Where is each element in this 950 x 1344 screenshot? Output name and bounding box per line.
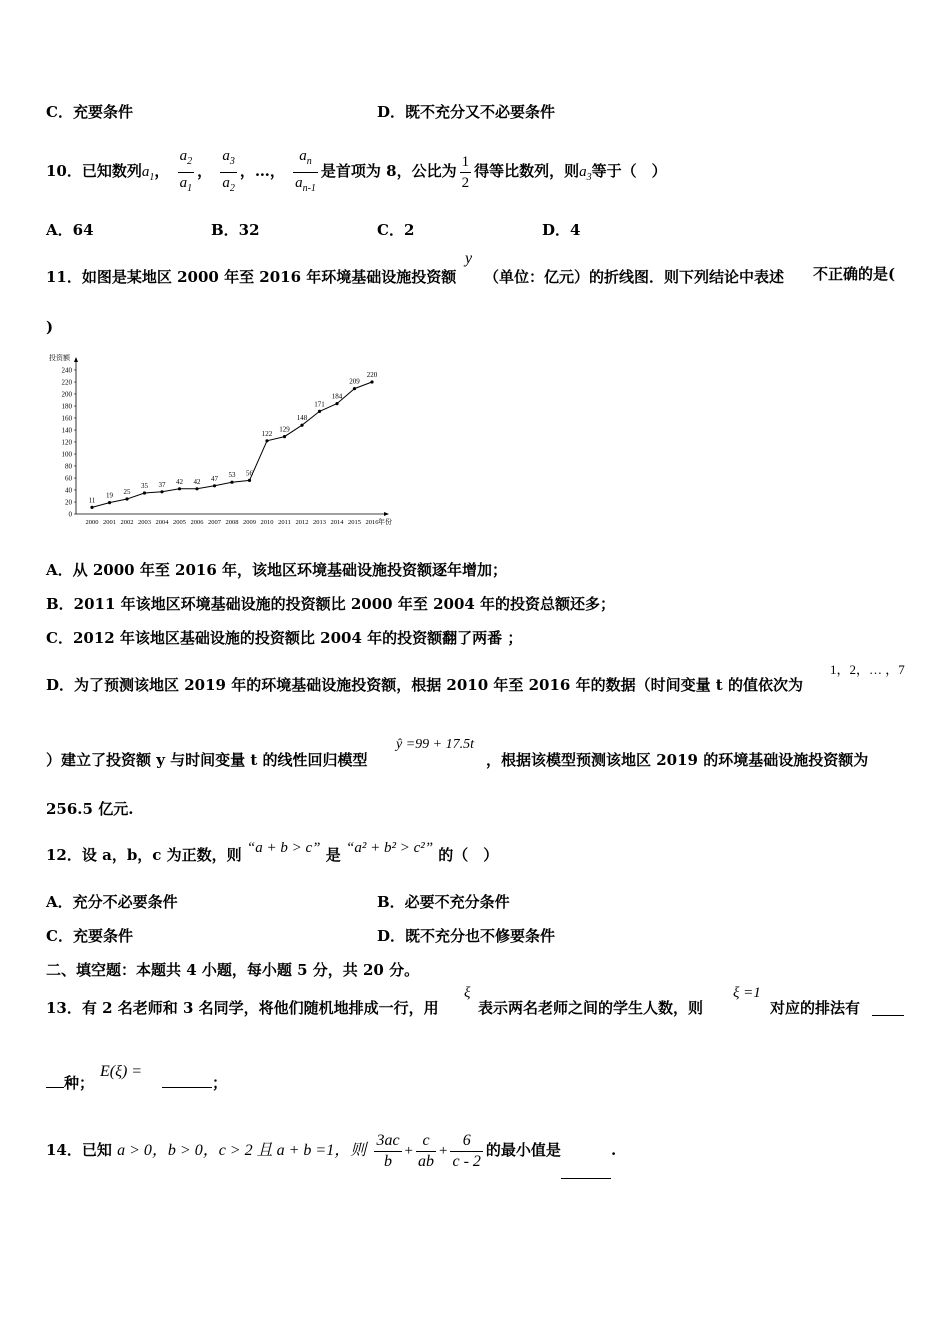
q14-frac1: $\frac{3ac}{b}$ bbox=[376, 1131, 400, 1170]
q12-stem bbox=[46, 840, 499, 865]
chart-x-tick-label: 2001 bbox=[103, 519, 116, 526]
chart-x-tick-label: 2006 bbox=[190, 519, 204, 526]
chart-data-label: 56 bbox=[246, 469, 253, 478]
chart-y-tick-label: 120 bbox=[61, 438, 72, 447]
q13-line2b: ； bbox=[212, 1074, 228, 1092]
q11-option-d-model: ŷ =99 + 17.5t bbox=[396, 737, 474, 752]
chart-x-tick-label: 2007 bbox=[208, 519, 221, 526]
q11-option-a: A．从 2000 年至 2016 年，该地区环境基础设施投资额逐年增加； bbox=[46, 561, 508, 579]
q10-frac-anan1: $\frac{a_n}{a_{n-1}}$ bbox=[295, 147, 316, 194]
chart-point bbox=[143, 491, 146, 494]
q12-is: 是 bbox=[325, 846, 341, 864]
chart-data-label: 47 bbox=[211, 474, 218, 483]
q12-suffix: 的（ ） bbox=[438, 846, 499, 864]
chart-data-label: 25 bbox=[123, 488, 131, 496]
chart-x-tick-label: 2009 bbox=[243, 519, 256, 526]
chart-point bbox=[160, 490, 163, 493]
q12-cond2: “a² + b² > c²” bbox=[345, 840, 434, 856]
chart-data-label: 148 bbox=[296, 414, 308, 423]
q10-a3: $a_3$ bbox=[579, 164, 592, 183]
chart-y-tick-label: 240 bbox=[61, 366, 72, 375]
chart-y-tick-label: 40 bbox=[65, 486, 72, 495]
chart-point bbox=[108, 501, 111, 504]
chart-data-label: 220 bbox=[366, 371, 378, 379]
chart-y-tick-label: 0 bbox=[68, 510, 72, 519]
chart-y-tick-label: 60 bbox=[65, 474, 72, 483]
chart-data-label: 209 bbox=[349, 377, 360, 386]
q11-option-d1: D．为了预测该地区 2019 年的环境基础设施投资额，根据 2010 年至 2016 年的数据（时间变量 t 的值依次为 bbox=[46, 676, 803, 694]
q14-frac3: $\frac{6}{c - 2}$ bbox=[452, 1131, 481, 1170]
chart-point bbox=[318, 410, 321, 413]
q10-suffix: 得等比数列，则 bbox=[474, 162, 580, 180]
q13-blank1-cont[interactable] bbox=[46, 1073, 64, 1088]
q14-frac2: $\frac{c}{ab}$ bbox=[418, 1131, 435, 1170]
chart-data-label: 37 bbox=[158, 480, 166, 489]
q13-middle: 表示两名老师之间的学生人数，则 bbox=[478, 999, 704, 1017]
chart-y-tick-label: 100 bbox=[61, 450, 72, 459]
q11-option-d-seq: 1，2，… ，7 bbox=[830, 662, 905, 677]
q12-option-a: A．充分不必要条件 bbox=[46, 893, 178, 911]
chart-y-tick-label: 20 bbox=[65, 498, 72, 507]
q10-option-c: C．2 bbox=[377, 221, 415, 239]
q10-ratio: $\frac{1}{2}$ bbox=[461, 153, 470, 191]
chart-data-label: 53 bbox=[228, 471, 236, 480]
q11-line2: ) bbox=[46, 318, 54, 336]
q14-end: . bbox=[610, 1141, 617, 1159]
chart-ylabel: 投资额 bbox=[49, 354, 70, 362]
chart-x-tick-label: 2010 bbox=[260, 519, 274, 526]
q11-option-b: B．2011 年该地区环境基础设施的投资额比 2000 年至 2004 年的投资总额还多； bbox=[46, 595, 616, 613]
chart-x-tick-label: 2002 bbox=[120, 519, 134, 526]
q12-prefix: 12．设 a，b，c 为正数，则 bbox=[46, 846, 242, 864]
chart-x-tick-label: 2011 bbox=[278, 519, 291, 526]
chart-x-tick-label: 2005 bbox=[173, 519, 186, 526]
q13-blank2[interactable] bbox=[162, 1073, 212, 1088]
q13-xi-eq: ξ =1 bbox=[733, 985, 761, 1001]
chart-x-tick-label: 2013 bbox=[313, 519, 326, 526]
q11-option-c: C．2012 年该地区基础设施的投资额比 2004 年的投资额翻了两番 ； bbox=[46, 629, 523, 647]
q12-option-d: D．既不充分也不修要条件 bbox=[377, 927, 556, 945]
chart-data-label: 19 bbox=[106, 491, 113, 500]
chart-x-tick-label: 2003 bbox=[138, 519, 151, 526]
chart-point bbox=[353, 387, 356, 390]
q10-frac-a2a1: $\frac{a_2}{a_1}$ bbox=[179, 147, 193, 194]
chart-point bbox=[213, 484, 216, 487]
q10-option-b: B．32 bbox=[211, 221, 260, 239]
q12-option-c: C．充要条件 bbox=[46, 927, 133, 945]
chart-y-axis-arrow bbox=[74, 357, 78, 362]
investment-line-chart bbox=[44, 348, 404, 533]
q14-prefix: 14．已知 bbox=[46, 1141, 112, 1159]
chart-x-tick-label: 2000 bbox=[85, 519, 99, 526]
chart-x-tick-label: 2012 bbox=[295, 519, 309, 526]
chart-y-tick-label: 80 bbox=[65, 462, 72, 471]
q14-suffix: 的最小值是 bbox=[485, 1141, 561, 1159]
chart-y-tick-label: 200 bbox=[61, 390, 72, 399]
chart-x-tick-label: 2004 bbox=[155, 519, 169, 526]
q10-option-a: A．64 bbox=[46, 221, 94, 239]
q13-xi: ξ bbox=[464, 985, 471, 1001]
q10-prefix: 10．已知数列 bbox=[46, 162, 142, 180]
q11-line1b: （单位：亿元）的折线图．则下列结论中表述 bbox=[484, 268, 785, 286]
q11-line1c: 不正确的是( bbox=[813, 265, 896, 283]
chart-point bbox=[195, 487, 198, 490]
chart-x-axis-arrow bbox=[384, 512, 389, 516]
q10-middle: 是首项为 8，公比为 bbox=[320, 162, 457, 180]
q11-option-d3: 256.5 亿元. bbox=[46, 800, 134, 818]
q10-frac-a3a2: $\frac{a_3}{a_2}$ bbox=[222, 147, 235, 194]
q10-end: 等于（ ） bbox=[591, 162, 667, 180]
q9-option-d: D．既不充分又不必要条件 bbox=[377, 103, 556, 121]
q12-option-b: B．必要不充分条件 bbox=[377, 893, 510, 911]
chart-point bbox=[335, 402, 338, 405]
chart-data-label: 42 bbox=[193, 477, 201, 486]
q10-stem: 10．已知数列$a_1$， $\frac{a_2}{a_1}$ ， $\frac{a_3}{a_2}$ ，…， $\frac{a_n}{a_{n-1}}$ 是首项为 8，公比为 $\frac{1}{2}$ 得等比数列，则$a_3$等于（ ） bbox=[46, 142, 667, 207]
q13-suffix: 对应的排法有 bbox=[770, 999, 861, 1017]
chart-point bbox=[300, 424, 303, 427]
chart-data-label: 122 bbox=[261, 429, 273, 438]
q13-blank1[interactable] bbox=[872, 1001, 904, 1016]
q11-option-d2a: ）建立了投资额 y 与时间变量 t 的线性回归模型 bbox=[46, 751, 368, 769]
q14-blank[interactable] bbox=[561, 1164, 611, 1179]
chart-point bbox=[283, 435, 286, 438]
chart-data-label: 129 bbox=[279, 425, 290, 434]
q12-cond1: “a + b > c” bbox=[246, 840, 321, 856]
chart-y-tick-label: 180 bbox=[61, 402, 72, 411]
chart-point bbox=[265, 439, 268, 442]
chart-point bbox=[178, 487, 181, 490]
chart-y-tick-label: 160 bbox=[61, 414, 72, 423]
chart-series-line bbox=[92, 382, 372, 507]
chart-data-label: 171 bbox=[314, 400, 325, 409]
q14-cond: a > 0，b > 0，c > 2 且 a + b =1，则 bbox=[117, 1142, 367, 1159]
chart-data-label: 11 bbox=[88, 496, 96, 505]
q11-option-d2b: ，根据该模型预测该地区 2019 的环境基础设施投资额为 bbox=[486, 751, 869, 769]
chart-point bbox=[370, 380, 373, 383]
q11-line1a: 11．如图是某地区 2000 年至 2016 年环境基础设施投资额 bbox=[46, 268, 457, 286]
chart-point bbox=[230, 481, 233, 484]
chart-data-label: 42 bbox=[176, 477, 183, 486]
chart-data-label: 35 bbox=[141, 482, 148, 490]
q9-option-c: C．充要条件 bbox=[46, 103, 133, 121]
chart-point bbox=[125, 497, 128, 500]
chart-point bbox=[90, 506, 93, 509]
q13-line2a: 种； bbox=[64, 1074, 95, 1092]
q14-stem: 14．已知 a > 0，b > 0，c > 2 且 a + b =1，则 $\frac{3ac}{b}$ + $\frac{c}{ab}$ + $\frac{6}{c - 2}$ 的最小值是 . bbox=[46, 1122, 616, 1179]
q10-option-d: D．4 bbox=[542, 221, 581, 239]
chart-y-tick-label: 140 bbox=[61, 426, 72, 435]
chart-data-label: 184 bbox=[331, 392, 343, 401]
q13-expect: E(ξ) = bbox=[100, 1063, 143, 1080]
chart-x-tick-label: 2015 bbox=[348, 519, 361, 526]
chart-point bbox=[248, 479, 251, 482]
q10-a1: $a_1$ bbox=[141, 164, 155, 183]
chart-x-tick-label: 2016 bbox=[365, 519, 379, 526]
chart-xlabel: 年份 bbox=[378, 518, 392, 526]
section2-heading: 二、填空题：本题共 4 小题，每小题 5 分，共 20 分。 bbox=[46, 961, 420, 979]
chart-x-tick-label: 2014 bbox=[330, 519, 344, 526]
q13-prefix: 13．有 2 名老师和 3 名同学，将他们随机地排成一行，用 bbox=[46, 999, 439, 1017]
q11-var-y: y bbox=[465, 250, 473, 267]
chart-x-tick-label: 2008 bbox=[225, 519, 239, 526]
chart-y-tick-label: 220 bbox=[61, 378, 72, 387]
